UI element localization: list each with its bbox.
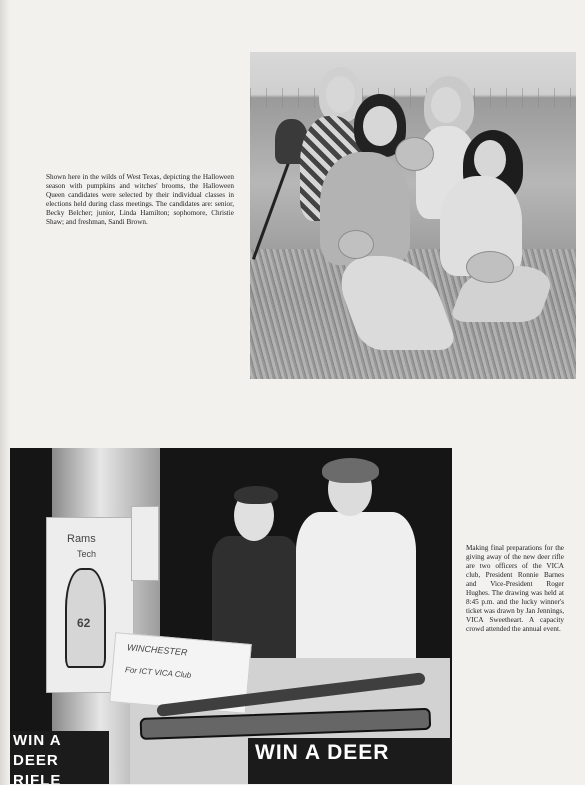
- top-photo-caption: Shown here in the wilds of West Texas, depicting the Halloween season with pumpkins and witches' brooms, the Halloween Queen candidates were selected by their individual classes in elections held during class meetings. The candidates are: senior, Becky Belcher; junior, Linda Hamilton; sophomore, Christie Shaw; and freshman, Sandi Brown.: [46, 173, 234, 226]
- small-poster: [131, 506, 159, 581]
- bottom-photo-caption: Making final preparations for the giving away of the new deer rifle are two officers of the VICA club, President Ronnie Barnes and Vice-President Roger Hughes. The drawing was held at 8:45 p.m. and the lucky winner's ticket was drawn by Jan Jennings, VICA Sweetheart. A capacity crowd attended the annual event.: [466, 544, 564, 633]
- man-hair: [322, 458, 379, 483]
- poster-text-tech: Tech: [77, 549, 97, 559]
- halloween-queen-candidates-photo: [250, 52, 576, 379]
- girl-face: [363, 106, 397, 146]
- fence: [250, 88, 576, 108]
- man-hair: [234, 486, 278, 504]
- mascot-number: 62: [77, 616, 91, 630]
- pumpkin-icon: [395, 137, 434, 171]
- girl-face: [326, 76, 355, 113]
- banner-left-line1: WIN A DEER: [13, 732, 62, 769]
- girl-face: [431, 87, 461, 123]
- pumpkin-icon: [466, 251, 514, 283]
- win-deer-banner-right: [248, 738, 452, 784]
- winchester-sign-line1: WINCHESTER: [126, 642, 188, 658]
- man-dark-jacket: [212, 536, 299, 658]
- winchester-sign-line2: For ICT VICA Club: [124, 665, 192, 680]
- pumpkin-icon: [338, 230, 374, 259]
- win-deer-banner-left: [10, 731, 109, 784]
- banner-right-text: WIN A DEER: [255, 741, 390, 764]
- page-edge: [0, 0, 10, 785]
- poster-text-rams: Rams: [67, 533, 96, 545]
- banner-left-line2: RIFLE: [13, 772, 62, 784]
- girl-face: [474, 140, 506, 179]
- vica-rifle-drawing-photo: [10, 448, 452, 784]
